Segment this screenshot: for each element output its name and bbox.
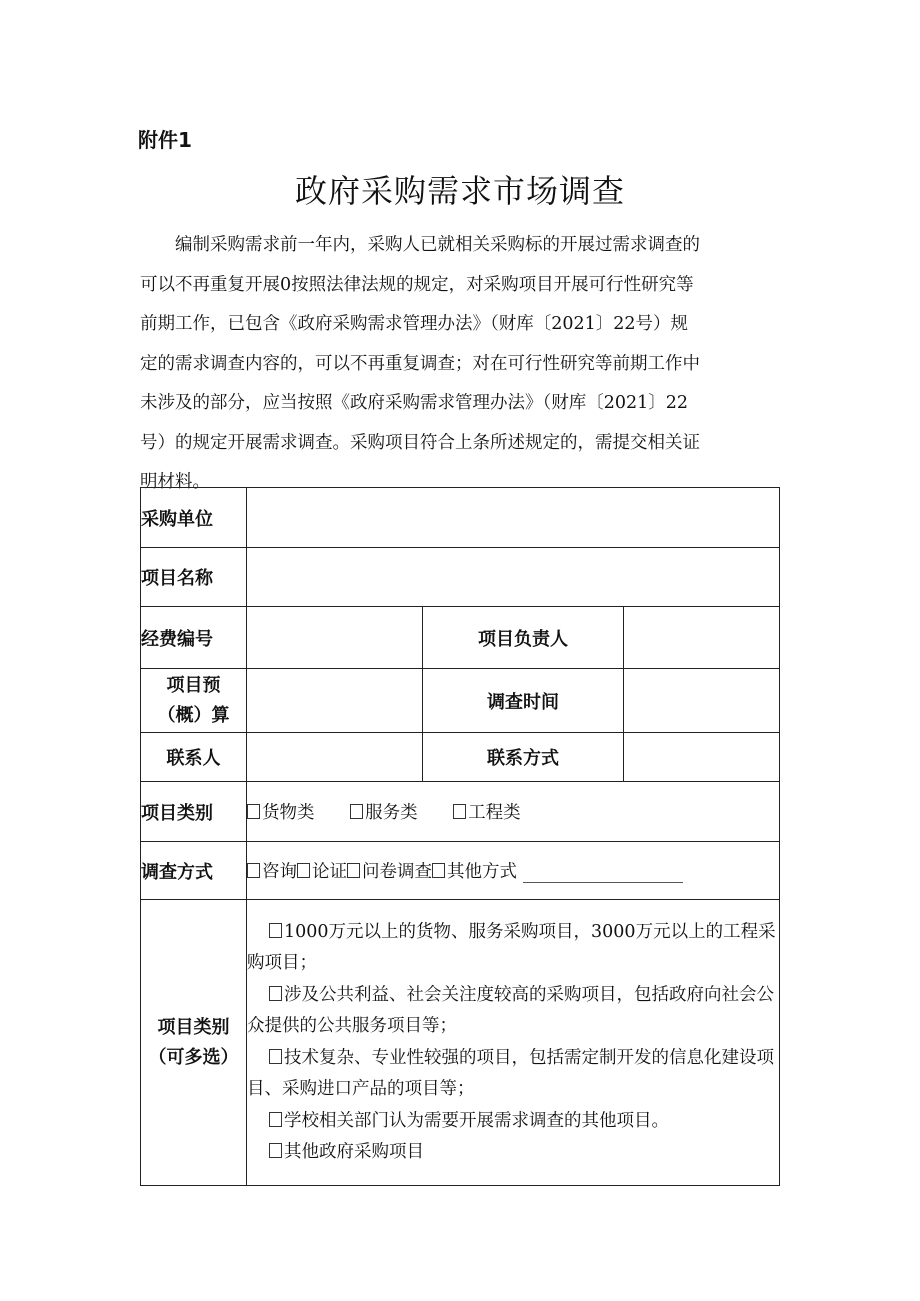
survey-form-table: [140, 487, 780, 1186]
fund-no-label: 经费编号: [141, 607, 247, 669]
survey-time-field[interactable]: [624, 669, 780, 733]
contact-label: 联系人: [141, 733, 247, 782]
attachment-label: 附件1: [138, 128, 192, 152]
checkbox-icon[interactable]: [269, 1112, 282, 1127]
survey-time-label: 调查时间: [423, 669, 624, 733]
category-options: [247, 782, 780, 842]
contact-method-label: 联系方式: [423, 733, 624, 782]
budget-field[interactable]: [247, 669, 423, 733]
checkbox-icon[interactable]: [453, 804, 466, 819]
intro-line: 可以不再重复开展0按照法律法规的规定，对采购项目开展可行性研究等: [140, 274, 694, 295]
other-method-blank[interactable]: [523, 864, 683, 883]
multi-category-options: [247, 900, 780, 1186]
manager-label: 项目负责人: [423, 607, 624, 669]
fund-no-field[interactable]: [247, 607, 423, 669]
project-name-label: 项目名称: [141, 548, 247, 607]
checkbox-icon[interactable]: [247, 804, 260, 819]
method-option-other[interactable]: 其他方式: [432, 862, 517, 882]
method-label: 调查方式: [141, 842, 247, 900]
contact-method-field[interactable]: [624, 733, 780, 782]
checkbox-icon[interactable]: [269, 986, 282, 1001]
project-name-field[interactable]: [247, 548, 780, 607]
method-option-questionnaire[interactable]: 问卷调查: [347, 862, 432, 882]
intro-line: 明材料。: [140, 472, 210, 492]
intro-paragraph: [140, 226, 780, 503]
multi-option[interactable]: 1000万元以上的货物、服务采购项目，3000万元以上的工程采购项目；: [247, 921, 776, 973]
budget-label: [141, 669, 247, 733]
contact-field[interactable]: [247, 733, 423, 782]
intro-line: 前期工作，已包含《政府采购需求管理办法》（财库〔2021〕22号）规: [140, 314, 689, 334]
checkbox-icon[interactable]: [347, 863, 360, 878]
checkbox-icon[interactable]: [297, 863, 310, 878]
multi-label-line-1: 项目类别: [157, 1016, 230, 1038]
intro-line: 未涉及的部分，应当按照《政府采购需求管理办法》（财库〔2021〕22: [140, 393, 689, 413]
multi-option[interactable]: 技术复杂、专业性较强的项目，包括需定制开发的信息化建设项目、采购进口产品的项目等；: [247, 1047, 774, 1099]
method-option-consult[interactable]: 咨询: [247, 862, 297, 882]
multi-category-label: [141, 900, 247, 1186]
checkbox-icon[interactable]: [269, 1049, 282, 1064]
checkbox-icon[interactable]: [432, 863, 445, 878]
multi-option[interactable]: 涉及公共利益、社会关注度较高的采购项目，包括政府向社会公众提供的公共服务项目等；: [247, 984, 774, 1036]
intro-line: 编制采购需求前一年内，采购人已就相关采购标的开展过需求调查的: [140, 235, 700, 255]
checkbox-icon[interactable]: [269, 923, 282, 938]
manager-field[interactable]: [624, 607, 780, 669]
category-option-engineering[interactable]: 工程类: [453, 803, 521, 823]
checkbox-icon[interactable]: [350, 804, 363, 819]
checkbox-icon[interactable]: [269, 1143, 282, 1158]
unit-label: 采购单位: [141, 488, 247, 548]
document-title: 政府采购需求市场调查: [294, 172, 625, 210]
budget-label-line-2: （概）算: [157, 704, 230, 726]
intro-line: 号）的规定开展需求调查。采购项目符合上条所述规定的，需提交相关证: [140, 432, 700, 453]
multi-label-line-2: （可多选）: [148, 1046, 239, 1068]
method-options: [247, 842, 780, 900]
unit-field[interactable]: [247, 488, 780, 548]
category-option-services[interactable]: 服务类: [350, 803, 418, 823]
category-option-goods[interactable]: 货物类: [247, 803, 315, 823]
multi-option[interactable]: 其他政府采购项目: [247, 1137, 779, 1169]
intro-line: 定的需求调查内容的，可以不再重复调查；对在可行性研究等前期工作中: [140, 353, 700, 374]
multi-option[interactable]: 学校相关部门认为需要开展需求调查的其他项目。: [247, 1106, 779, 1138]
method-option-argument[interactable]: 论证: [297, 862, 347, 882]
checkbox-icon[interactable]: [247, 863, 260, 878]
budget-label-line-1: 项目预: [166, 674, 221, 696]
category-label: 项目类别: [141, 782, 247, 842]
